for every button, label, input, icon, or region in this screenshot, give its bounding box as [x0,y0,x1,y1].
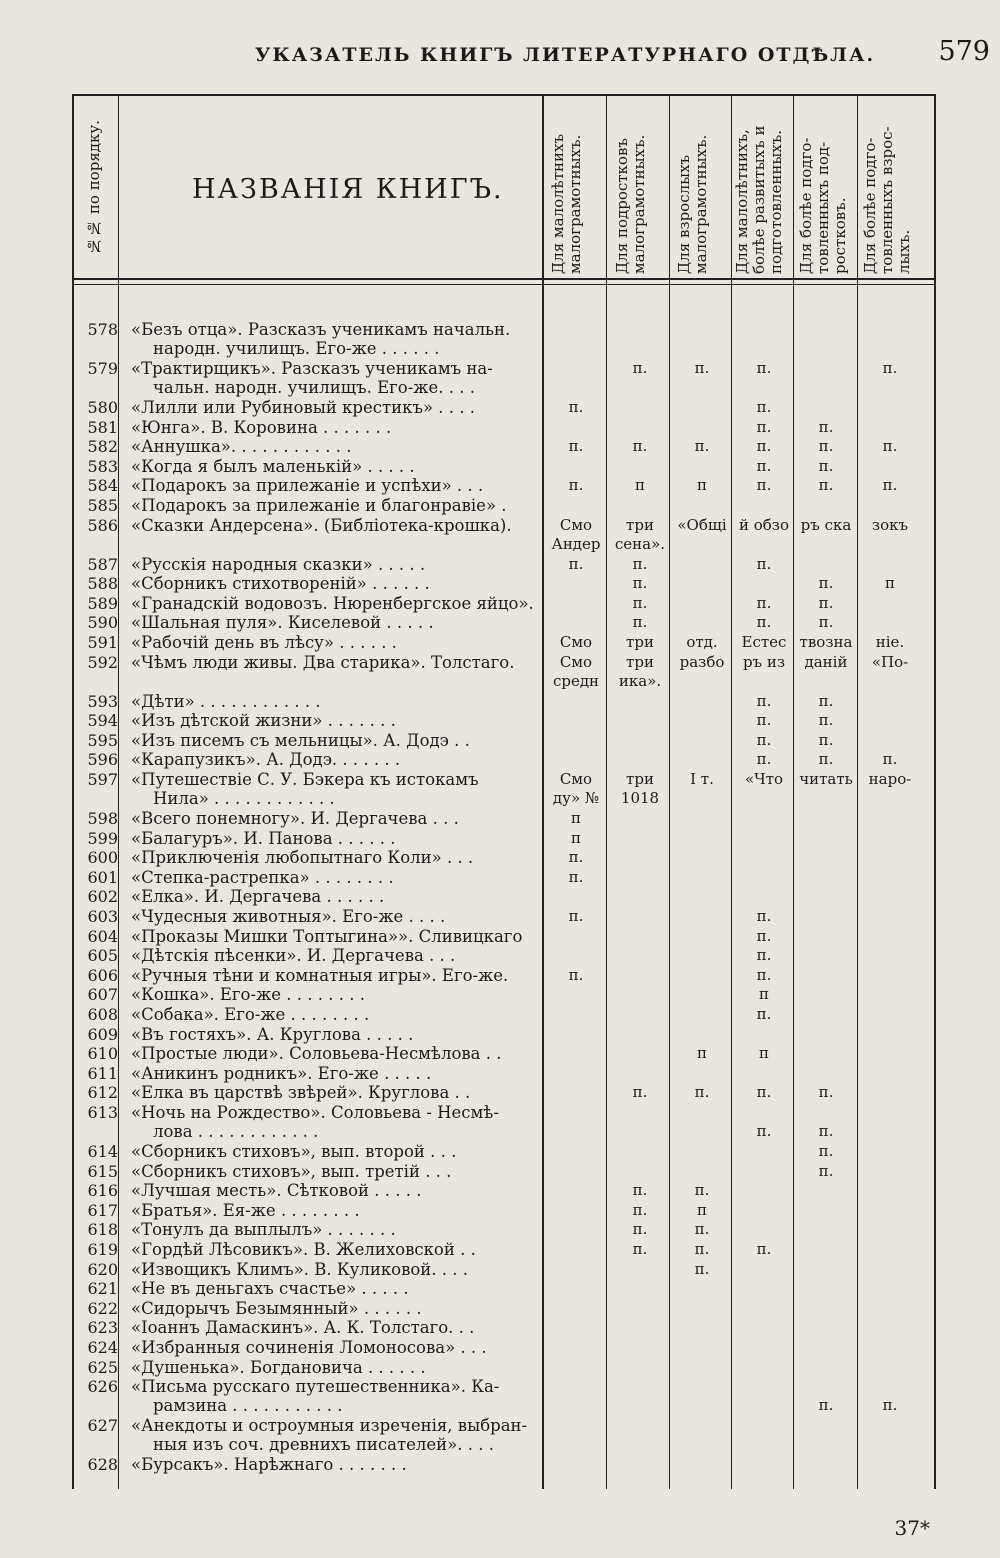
table-row [74,1142,934,1161]
table-row [74,848,934,867]
audience-mark: й обзо [738,515,790,534]
audience-mark: три [626,770,654,788]
audience-mark: ръ из [742,652,786,671]
audience-mark: три [626,633,654,651]
table-row [74,1358,934,1377]
audience-mark: п. [756,417,772,436]
audience-mark: п. [818,417,834,436]
table-row [74,927,934,946]
table-row [74,770,934,808]
audience-mark: п. [568,398,584,416]
audience-mark: п. [756,1083,772,1102]
running-title: УКАЗАТЕЛЬ КНИГЪ ЛИТЕРАТУРНАГО ОТДѢЛА. [255,44,876,66]
row-number: 622 [87,1298,118,1318]
row-number: 579 [87,359,118,378]
table-row [74,985,934,1004]
audience-mark: п. [568,437,584,456]
book-title-line: «Аннушка». . . . . . . . . . . . [131,437,352,457]
table-row [74,1455,934,1474]
audience-mark: зокъ [871,515,909,534]
book-title-line: рамзина . . . . . . . . . . . [153,1396,343,1416]
audience-mark: п. [756,613,772,632]
row-number: 605 [87,946,118,966]
audience-mark: п [635,476,645,495]
book-title-line: «Аникинъ родникъ». Его-же . . . . . [131,1063,432,1083]
table-row [74,1083,934,1102]
book-title-line: «Приключенія любопытнаго Коли» . . . [131,848,474,868]
table-row [74,1064,934,1083]
row-number: 611 [87,1063,118,1083]
audience-mark: п. [756,711,772,730]
row-number: 604 [87,926,118,946]
book-title-line: «Братья». Ея-же . . . . . . . . [131,1200,360,1220]
table-row [74,574,934,593]
row-number: 582 [87,437,118,457]
book-title-line: «Простые люди». Соловьева-Несмѣлова . . [131,1044,502,1064]
audience-mark: п. [818,730,834,749]
audience-mark: п. [756,750,772,769]
row-number: 596 [87,750,118,770]
audience-mark: п. [694,1240,710,1258]
row-number: 625 [87,1357,118,1377]
audience-mark: п. [632,1181,648,1200]
audience-mark: ръ ска [800,515,852,534]
table-row [74,1181,934,1200]
audience-mark: п. [568,907,584,925]
table-row [74,359,934,397]
table-row [74,594,934,613]
col-header-teen-illiterate: Для подростковъ малограмотныхъ. [613,134,648,274]
book-title-line: «Чѣмъ люди живы. Два старика». Толстаго. [131,652,515,672]
book-title-line: «Собака». Его-же . . . . . . . . [131,1005,370,1024]
audience-mark: п. [756,359,772,377]
book-title-line: лова . . . . . . . . . . . . [153,1122,319,1142]
row-number: 591 [87,633,118,652]
book-title-line: «Изъ писемъ съ мельницы». А. Додэ . . [131,730,470,750]
table-row [74,692,934,711]
audience-mark: п. [694,359,710,377]
audience-mark: п. [818,456,834,475]
book-title-line: «Не въ деньгахъ счастье» . . . . . [131,1279,409,1299]
col-header-teen-prepared: Для болѣе подго- товленныхъ под- ростковъ. [797,137,849,274]
book-title-line: «Сборникъ стихотвореній» . . . . . . [131,574,430,594]
audience-mark: Смо [559,652,593,671]
row-number: 598 [87,809,118,828]
row-number: 606 [87,965,118,985]
audience-mark: п. [756,593,772,612]
table-row [74,476,934,495]
row-number: 587 [87,554,118,574]
table-row [74,457,934,476]
audience-mark: читать [799,770,853,788]
audience-mark: три [626,515,654,534]
audience-mark: п [885,574,895,593]
book-title-line: «Душенька». Богдановича . . . . . . [131,1357,426,1377]
audience-mark: п. [632,574,648,593]
table-row [74,829,934,848]
table-row [74,809,934,828]
audience-mark: п. [756,1240,772,1258]
col-header-adult-illiterate: Для взрослыхъ малограмотныхъ. [675,134,710,274]
audience-mark: п [571,828,581,847]
table-row [74,1005,934,1024]
audience-mark: средн [552,671,600,690]
book-title-line: «Елка». И. Дергачева . . . . . . [131,887,385,907]
table-row [74,496,934,515]
table-row [74,1162,934,1181]
book-title-line: «Чудесныя животныя». Его-же . . . . [131,907,446,926]
book-title-line: народн. училищъ. Его-же . . . . . . [153,339,440,359]
audience-mark: п. [694,437,710,456]
audience-mark: п. [818,711,834,730]
audience-mark: п. [632,437,648,456]
row-number: 628 [87,1455,118,1475]
table-row [74,711,934,730]
row-number: 603 [87,907,118,926]
audience-mark: ду» № [552,789,600,808]
row-number: 590 [87,613,118,633]
audience-mark: п. [818,1396,834,1415]
row-number: 615 [87,1161,118,1181]
book-title-line: «Избранныя сочиненія Ломоносова» . . . [131,1338,487,1357]
row-number: 601 [87,867,118,887]
audience-mark: п [697,476,707,495]
table-row [74,1240,934,1259]
row-number: 613 [87,1103,118,1122]
header-bottom-rule [74,278,934,280]
table-row [74,653,934,691]
table-row [74,1377,934,1415]
row-number: 592 [87,652,118,672]
audience-mark: п. [632,593,648,612]
audience-mark: три [626,652,654,671]
row-number: 585 [87,496,118,515]
table-row [74,1025,934,1044]
audience-mark: п [759,1044,769,1063]
book-title-line: «Дѣти» . . . . . . . . . . . . [131,691,321,711]
audience-mark: твозна [799,633,853,651]
book-title-line: «Проказы Мишки Топтыгина»». Сливицкаго [131,926,523,946]
table-row [74,868,934,887]
book-title-line: «Гранадскій водовозъ. Нюренбергское яйцо». [131,593,534,613]
book-title-line: чальн. народн. училищъ. Его-же. . . . [153,378,475,398]
audience-mark: п [571,809,581,827]
row-number: 583 [87,456,118,476]
table-row [74,946,934,965]
audience-mark: п. [632,1200,648,1219]
table-row [74,887,934,906]
row-number: 584 [87,476,118,496]
table-row [74,1338,934,1357]
table-row [74,750,934,769]
table-row [74,1103,934,1141]
col-header-young-developed: Для малолѣтнихъ, болѣе развитыхъ и подготовленныхъ. [733,125,785,274]
audience-mark: п. [568,867,584,886]
table-top-rule [74,94,934,96]
book-title-line: «Сказки Андерсена». (Библіотека-крошка). [131,515,512,535]
book-title-line: «Трактирщикъ». Разсказъ ученикамъ на- [131,359,493,378]
audience-mark: даній [804,652,848,671]
table-row [74,418,934,437]
audience-mark: Естес [741,633,787,651]
audience-mark: п. [818,750,834,769]
audience-mark: п. [882,437,898,456]
titles-column-header: НАЗВАНІЯ КНИГЪ. [192,174,504,205]
row-number: 609 [87,1024,118,1044]
audience-mark: п. [756,946,772,965]
audience-mark: «Что [744,770,784,788]
audience-mark: п. [818,613,834,632]
audience-mark: наро- [868,770,912,788]
row-number: 580 [87,398,118,417]
table-row [74,516,934,554]
audience-mark: п. [632,1083,648,1102]
audience-mark: п. [568,476,584,495]
row-number: 578 [87,320,118,339]
audience-mark: п. [632,1240,648,1258]
col-header-adult-prepared: Для болѣе подго- товленныхъ взрос- лыхъ. [861,126,913,274]
audience-mark: п. [694,1181,710,1200]
row-number: 589 [87,593,118,613]
row-number: 627 [87,1416,118,1436]
book-title-line: «Лилли или Рубиновый крестикъ» . . . . [131,398,475,417]
audience-mark: п. [756,907,772,925]
audience-mark: 1018 [620,789,660,808]
table-row [74,555,934,574]
audience-mark: п. [756,476,772,495]
book-title-line: «Путешествіе С. У. Бэкера къ истокамъ [131,770,479,789]
audience-mark: п. [694,1083,710,1102]
audience-mark: п. [632,613,648,632]
book-title-line: «Шальная пуля». Киселевой . . . . . [131,613,434,633]
book-title-line: «Кошка». Его-же . . . . . . . . [131,985,365,1005]
book-title-line: «Юнга». В. Коровина . . . . . . . [131,417,392,437]
book-title-line: «Анекдоты и остроумныя изреченія, выбран- [131,1416,528,1436]
table-row [74,907,934,926]
book-title-line: «Сидорычъ Безымянный» . . . . . . [131,1298,422,1318]
audience-mark: п. [568,848,584,867]
book-title-line: ныя изъ соч. древнихъ писателей». . . . [153,1435,494,1455]
audience-mark: Смо [559,515,593,534]
col-header-young-illiterate: Для малолѣтнихъ малограмотныхъ. [549,134,584,274]
book-title-line: «Карапузикъ». А. Додэ. . . . . . . [131,750,401,770]
audience-mark: п. [818,691,834,710]
audience-mark: Андер [551,534,601,553]
audience-mark: п. [756,398,772,416]
row-number: 600 [87,848,118,868]
book-title-line: «Изъ дѣтской жизни» . . . . . . . [131,711,396,731]
row-number: 595 [87,730,118,750]
book-title-line: «Извощикъ Климъ». В. Куликовой. . . . [131,1259,469,1279]
table-row [74,1299,934,1318]
audience-mark: п. [756,554,772,573]
row-number: 618 [87,1220,118,1240]
book-title-line: «Тонулъ да выплылъ» . . . . . . . [131,1220,396,1240]
table-row [74,1318,934,1337]
audience-mark: п. [632,1220,648,1239]
audience-mark: п. [818,1083,834,1102]
book-title-line: «Ручныя тѣни и комнатныя игры». Его-же. [131,965,509,985]
audience-mark: «Общі [677,515,727,534]
audience-mark: п. [694,1259,710,1278]
table-row [74,1044,934,1063]
row-number: 599 [87,828,118,848]
audience-mark: п. [818,1161,834,1180]
book-title-line: «Іоаннъ Дамаскинъ». А. К. Толстаго. . . [131,1318,475,1338]
table-row [74,1220,934,1239]
book-title-line: «Балагуръ». И. Панова . . . . . . [131,828,396,848]
book-index-table [72,94,936,1489]
audience-mark: п [697,1200,707,1219]
table-row [74,1416,934,1454]
table-row [74,731,934,750]
table-row [74,1201,934,1220]
audience-mark: п. [818,1142,834,1160]
row-number: 581 [87,417,118,437]
table-row [74,398,934,417]
audience-mark: Смо [559,633,593,651]
audience-mark: п. [568,554,584,573]
row-number: 619 [87,1240,118,1259]
audience-mark: п. [632,554,648,573]
audience-mark: п. [756,1005,772,1023]
audience-mark: п. [818,476,834,495]
book-title-line: «Безъ отца». Разсказъ ученикамъ начальн. [131,320,511,339]
page-number: 579 [938,36,990,67]
audience-mark: п. [756,926,772,945]
audience-mark: п [759,985,769,1004]
page-header [80,36,990,76]
book-title-line: «Сборникъ стиховъ», вып. второй . . . [131,1142,457,1161]
audience-mark: п. [756,730,772,749]
book-title-line: «Подарокъ за прилежаніе и благонравіе» . [131,496,507,515]
header-double-rule [74,284,934,285]
book-title-line: «Сборникъ стиховъ», вып. третій . . . [131,1161,452,1181]
book-title-line: «Въ гостяхъ». А. Круглова . . . . . [131,1024,414,1044]
table-row [74,633,934,652]
book-title-line: «Дѣтскія пѣсенки». И. Дергачева . . . [131,946,456,966]
book-title-line: «Степка-растрепка» . . . . . . . . [131,867,394,887]
book-title-line: «Всего понемногу». И. Дергачева . . . [131,809,459,828]
audience-mark: отд. [686,633,718,651]
book-title-line: «Елка въ царствѣ звѣрей». Круглова . . [131,1083,471,1103]
row-number: 593 [87,691,118,711]
audience-mark: п. [756,691,772,710]
row-number: 588 [87,574,118,594]
audience-mark: п. [818,1122,834,1141]
book-title-line: «Гордѣй Лѣсовикъ». В. Желиховской . . [131,1240,476,1259]
book-title-line: «Подарокъ за прилежаніе и успѣхи» . . . [131,476,484,496]
audience-mark: п. [818,593,834,612]
audience-mark: п. [882,476,898,495]
audience-mark: «По- [871,652,909,671]
book-title-line: «Рабочій день въ лѣсу» . . . . . . [131,633,397,652]
table-row [74,437,934,456]
audience-mark: п. [882,1396,898,1415]
audience-mark: ика». [618,671,662,690]
book-title-line: «Русскія народныя сказки» . . . . . [131,554,426,574]
audience-mark: п. [756,965,772,984]
audience-mark: п. [882,359,898,377]
row-number: 610 [87,1044,118,1064]
row-number: 607 [87,985,118,1005]
row-number: 608 [87,1005,118,1024]
book-title-line: Нила» . . . . . . . . . . . . [153,789,335,809]
row-number: 620 [87,1259,118,1279]
table-row [74,1279,934,1298]
signature-mark: 37* [894,1516,930,1540]
audience-mark: п. [818,574,834,593]
book-title-line: «Бурсакъ». Нарѣжнаго . . . . . . . [131,1455,407,1475]
row-number: 624 [87,1338,118,1357]
table-row [74,1260,934,1279]
row-number: 626 [87,1377,118,1397]
book-title-line: «Когда я былъ маленькій» . . . . . [131,456,415,476]
audience-mark: Смо [559,770,593,788]
audience-mark: сена». [614,534,666,553]
row-number: 602 [87,887,118,907]
row-number: 621 [87,1279,118,1299]
row-number: 623 [87,1318,118,1338]
audience-mark: п [697,1044,707,1063]
audience-mark: ніе. [875,633,905,651]
number-column-header: №№ по порядку. [85,120,103,255]
table-row [74,966,934,985]
row-number: 594 [87,711,118,731]
audience-mark: п. [694,1220,710,1239]
book-title-line: «Лучшая месть». Сѣтковой . . . . . [131,1181,422,1201]
row-number: 617 [87,1200,118,1220]
audience-mark: I т. [690,770,714,788]
audience-mark: разбо [679,652,725,671]
book-title-line: «Письма русскаго путешественника». Ка- [131,1377,500,1397]
audience-mark: п. [632,359,648,377]
row-number: 597 [87,770,118,789]
table-row [74,320,934,358]
row-number: 612 [87,1083,118,1103]
audience-mark: п. [756,456,772,475]
book-title-line: «Ночь на Рождество». Соловьева - Несмѣ- [131,1103,499,1122]
audience-mark: п. [882,750,898,769]
audience-mark: п. [756,437,772,456]
audience-mark: п. [818,437,834,456]
table-row [74,613,934,632]
row-number: 616 [87,1181,118,1201]
row-number: 586 [87,515,118,535]
audience-mark: п. [756,1122,772,1141]
audience-mark: п. [568,965,584,984]
row-number: 614 [87,1142,118,1161]
